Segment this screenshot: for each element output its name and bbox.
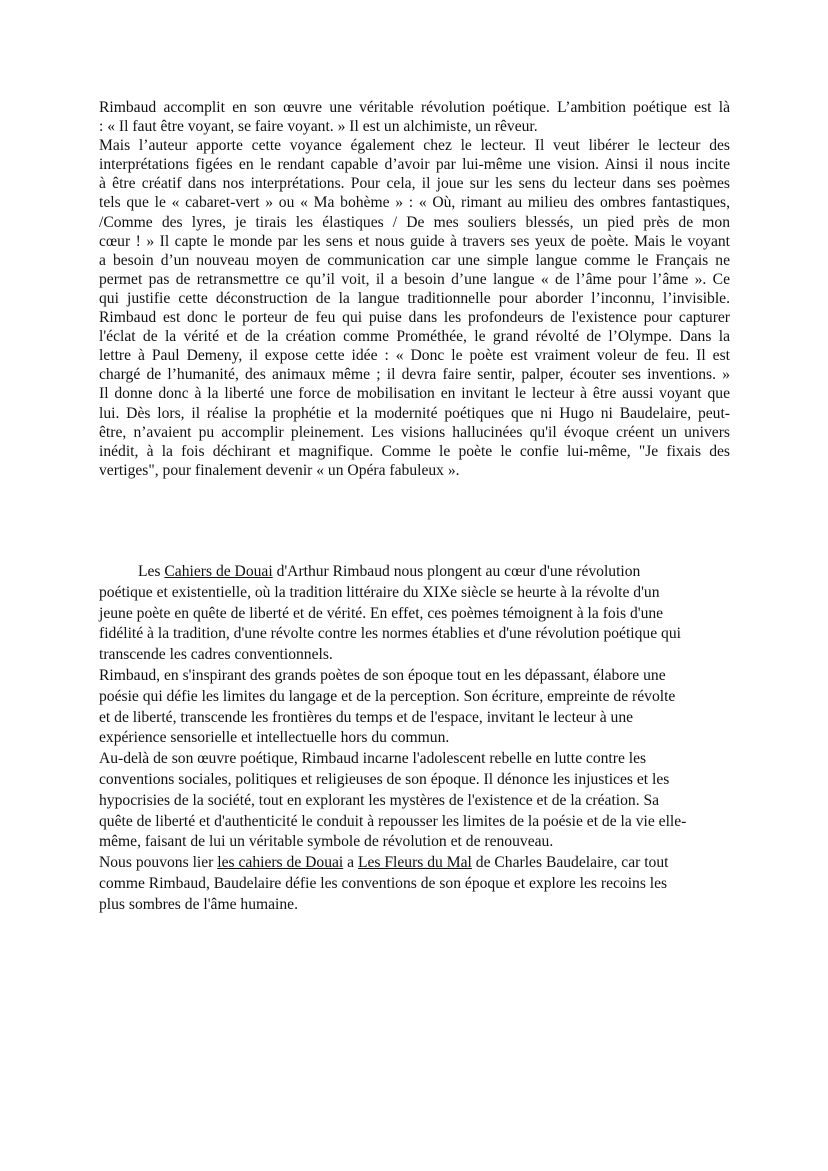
book-title: Cahiers de Douai [164, 563, 273, 580]
text-run: quête de liberté et d'authenticité le conduit à repousser les limites de la poésie et de la vie elle- [99, 812, 687, 830]
text-run: poésie qui défie les limites du langage et de la perception. Son écriture, empreinte de révolte [99, 687, 676, 705]
text-line: qui justifie cette déconstruction de la langue traditionnelle pour aborder l’inconnu, l’invisible. [99, 289, 730, 307]
text-line [99, 562, 730, 583]
text-run: comme Rimbaud, Baudelaire défie les conventions de son époque et explore les recoins les [99, 874, 668, 892]
text-line: a besoin d’un nouveau moyen de communication car une simple langue comme le Français ne [99, 251, 730, 269]
text-line: interprétations figées en le rendant capable d’avoir par lui-même une vision. Ainsi il nous incite [99, 156, 730, 174]
text-line [99, 853, 730, 874]
text-line [99, 749, 730, 770]
text-run: expérience sensorielle et intellectuelle hors du commun. [99, 729, 450, 747]
text-line: : « Il faut être voyant, se faire voyant. » Il est un alchimiste, un rêveur. [99, 118, 538, 136]
text-line: l'éclat de la vérité et de la création comme Prométhée, le grand révolté de l’Olympe. Dans la [99, 328, 730, 346]
book-title: les cahiers de Douai [217, 854, 344, 872]
text-line [99, 624, 730, 645]
text-run: plus sombres de l'âme humaine. [99, 895, 298, 913]
text-line: lui. Dès lors, il réalise la prophétie et la modernité poétiques que ni Hugo ni Baudelaire, peut- [99, 404, 730, 422]
text-run: transcende les cadres conventionnels. [99, 646, 333, 664]
paragraph-voyant [99, 98, 730, 480]
text-line [99, 708, 730, 729]
text-line: tels que le « cabaret-vert » ou « Ma bohème » : « Où, rimant au milieu des ombres fantastiques, [99, 194, 730, 212]
text-line [99, 791, 730, 812]
text-run: Rimbaud, en s'inspirant des grands poètes de son époque tout en les dépassant, élabore une [99, 666, 666, 684]
text-line: /Comme des lyres, je tirais les élastiques / De mes souliers blessés, un pied près de mon [99, 213, 730, 231]
text-line [99, 832, 730, 853]
text-line: à être créatif dans nos interprétations. Pour cela, il joue sur les sens du lecteur dans ses poèmes [99, 175, 730, 193]
text-run: conventions sociales, politiques et religieuses de son époque. Il dénonce les injustices et les [99, 770, 670, 788]
text-line [99, 728, 730, 749]
text-run: de Charles Baudelaire, car tout [471, 854, 669, 872]
text-line: permet pas de retransmettre ce qu’il voit, il a besoin d’une langue « de l’âme pour l’âme ». Ce [99, 270, 730, 288]
text-line [99, 583, 730, 604]
text-run: Au-delà de son œuvre poétique, Rimbaud incarne l'adolescent rebelle en lutte contre les [99, 750, 647, 768]
text-line [99, 604, 730, 625]
text-run: Nous pouvons lier [99, 854, 218, 872]
text-line: inédit, à la fois déchirant et magnifique. Comme le poète le confie lui-même, "Je fixais des [99, 442, 730, 460]
text-line: être, n’avaient pu accomplir pleinement. Les visions hallucinées qu'il évoque créent un univers [99, 423, 730, 441]
text-line: cœur ! » Il capte le monde par les sens et nous guide à travers ses yeux de poète. Mais le voyant [99, 232, 730, 250]
text-run: hypocrisies de la société, tout en explorant les mystères de l'existence et de la création. Sa [99, 791, 660, 809]
text-line [99, 666, 730, 687]
text-line: lettre à Paul Demeny, il expose cette idée : « Donc le poète est vraiment voleur de feu. Il est [99, 347, 730, 365]
text-line: Il donne donc à la liberté une force de mobilisation en invitant le lecteur à être aussi voyant que [99, 385, 730, 403]
text-line: Rimbaud accomplit en son œuvre une véritable révolution poétique. L’ambition poétique est là [99, 99, 730, 116]
text-line: chargé de l’humanité, des animaux même ; il devra faire sentir, palper, écouter ses inventions. » [99, 366, 730, 384]
text-run: d'Arthur Rimbaud nous plongent au cœur d'une révolution [272, 563, 641, 580]
text-line: Rimbaud est donc le porteur de feu qui puise dans les profondeurs de l'existence pour capturer [99, 309, 730, 327]
text-line [99, 687, 730, 708]
text-run: et de liberté, transcende les frontières du temps et de l'espace, invitant le lecteur à une [99, 708, 634, 726]
paragraph-cahiers-de-douai [99, 562, 730, 916]
text-run: a [343, 854, 358, 872]
text-run: jeune poète en quête de liberté et de vérité. En effet, ces poèmes témoignent à la fois d'une [99, 604, 664, 622]
text-line: Mais l’auteur apporte cette voyance également chez le lecteur. Il veut libérer le lecteur des [99, 137, 730, 155]
text-line [99, 770, 730, 791]
text-line [99, 645, 730, 666]
text-run: fidélité à la tradition, d'une révolte contre les normes établies et d'une révolution poétique qui [99, 625, 681, 643]
text-line [99, 895, 730, 916]
text-line: vertiges", pour finalement devenir « un Opéra fabuleux ». [99, 461, 460, 479]
text-run: poétique et existentielle, où la tradition littéraire du XIXe siècle se heurte à la révolte d'un [99, 583, 660, 601]
text-run: Les [99, 563, 165, 580]
text-line [99, 874, 730, 895]
book-title: Les Fleurs du Mal [357, 854, 472, 872]
text-line [99, 812, 730, 833]
text-run: même, faisant de lui un véritable symbole de révolution et de renouveau. [99, 833, 554, 851]
